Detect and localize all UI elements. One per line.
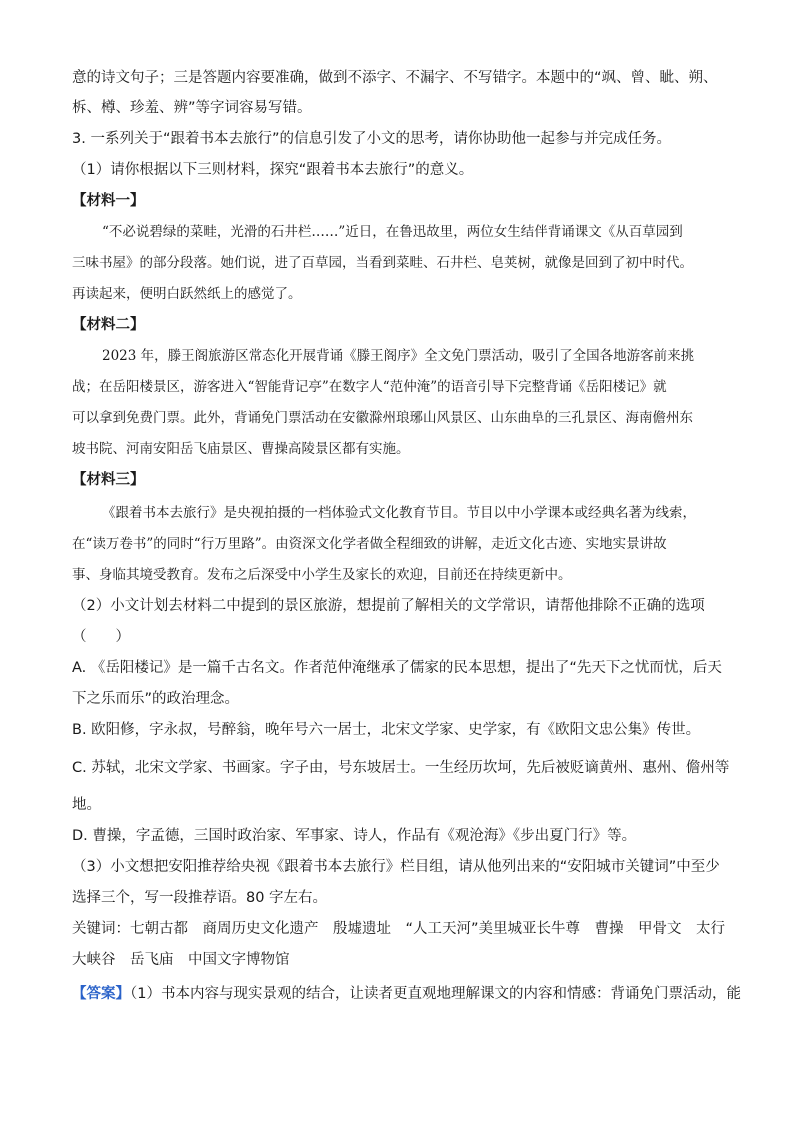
material-3-text: 《跟着书本去旅行》是央视拍摄的一档体验式文化教育节目。节目以中小学课本或经典名著为线索，: [102, 505, 696, 521]
material-1-heading: 【材料一】: [72, 193, 145, 209]
text-line: 柝、樽、珍羞、辨”等字词容易写错。: [72, 100, 312, 116]
option-c: 地。: [72, 797, 101, 813]
option-a: 下之乐而乐”的政治理念。: [72, 691, 240, 707]
material-1-text: 三味书屋》的部分段落。她们说，进了百草园，当看到菜畦、石井栏、皂荚树，就像是回到了初中时代。: [72, 255, 693, 271]
subquestion-1: （1）请你根据以下三则材料，探究“跟着书本去旅行”的意义。: [72, 162, 474, 178]
option-c: C. 苏轼，北宋文学家、书画家。字子由，号东坡居士。一生经历坎坷，先后被贬谪黄州、惠州、儋州等: [72, 760, 730, 776]
option-a: A. 《岳阳楼记》是一篇千古名文。作者范仲淹继承了儒家的民本思想，提出了“先天下之忧而忧，后天: [72, 660, 722, 676]
subquestion-3: （3）小文想把安阳推荐给央视《跟着书本去旅行》栏目组，请从他列出来的“安阳城市关键词”中至少: [72, 859, 720, 875]
material-3-text: 事、身临其境受教育。发布之后深受中小学生及家长的欢迎，目前还在持续更新中。: [72, 567, 572, 583]
material-2-text: 战；在岳阳楼景区，游客进入“智能背记亭”在数字人“范仲淹”的语音引导下完整背诵《岳阳楼记》就: [72, 379, 667, 395]
material-1-text: “不必说碧绿的菜畦，光滑的石井栏……”近日，在鲁迅故里，两位女生结伴背诵课文《从百草园到: [102, 224, 683, 240]
material-1-text: 再读起来，便明白跃然纸上的感觉了。: [72, 286, 302, 302]
option-d: D. 曹操，字孟德，三国时政治家、军事家、诗人，作品有《观沧海》《步出夏门行》等。: [72, 828, 637, 844]
material-3-text: 在“读万卷书”的同时“行万里路”。由资深文化学者做全程细致的讲解，走近文化古迹、实地实景讲故: [72, 536, 667, 552]
text-line: 意的诗文句子；三是答题内容要准确，做到不添字、不漏字、不写错字。本题中的“飒、曾、眦、朔、: [72, 70, 718, 86]
subquestion-3: 选择三个，写一段推荐语。80 字左右。: [72, 890, 328, 906]
answer-blank: （ ）: [72, 629, 130, 645]
question-3-stem: 3. 一系列关于“跟着书本去旅行”的信息引发了小文的思考，请你协助他一起参与并完成任务。: [72, 131, 671, 147]
material-2-text: 可以拿到免费门票。此外，背诵免门票活动在安徽滁州琅琊山风景区、山东曲阜的三孔景区、海南儋州东: [72, 410, 693, 426]
subquestion-2: （2）小文计划去材料二中提到的景区旅游，想提前了解相关的文学常识，请帮他排除不正确的选项: [72, 598, 705, 614]
answer-line: [72, 984, 741, 1004]
material-3-heading: 【材料三】: [72, 472, 145, 488]
material-2-text: 2023 年，滕王阁旅游区常态化开展背诵《滕王阁序》全文免门票活动，吸引了全国各地游客前来挑: [102, 348, 695, 364]
material-2-heading: 【材料二】: [72, 317, 145, 333]
keywords-line: 大峡谷 岳飞庙 中国文字博物馆: [72, 952, 290, 968]
option-b: B. 欧阳修，字永叔，号醉翁，晚年号六一居士，北宋文学家、史学家，有《欧阳文忠公集》传世。: [72, 722, 701, 738]
keywords-line: 关键词：七朝古都 商周历史文化遗产 殷墟遗址 “人工天河”美里城亚长牛尊 曹操 甲骨文 太行: [72, 921, 726, 937]
answer-text: （1）书本内容与现实景观的结合，让读者更直观地理解课文的内容和情感：背诵免门票活动，能: [130, 986, 741, 1002]
answer-tag: 【答案】: [72, 986, 130, 1002]
material-2-text: 坡书院、河南安阳岳飞庙景区、曹操高陵景区都有实施。: [72, 441, 410, 457]
